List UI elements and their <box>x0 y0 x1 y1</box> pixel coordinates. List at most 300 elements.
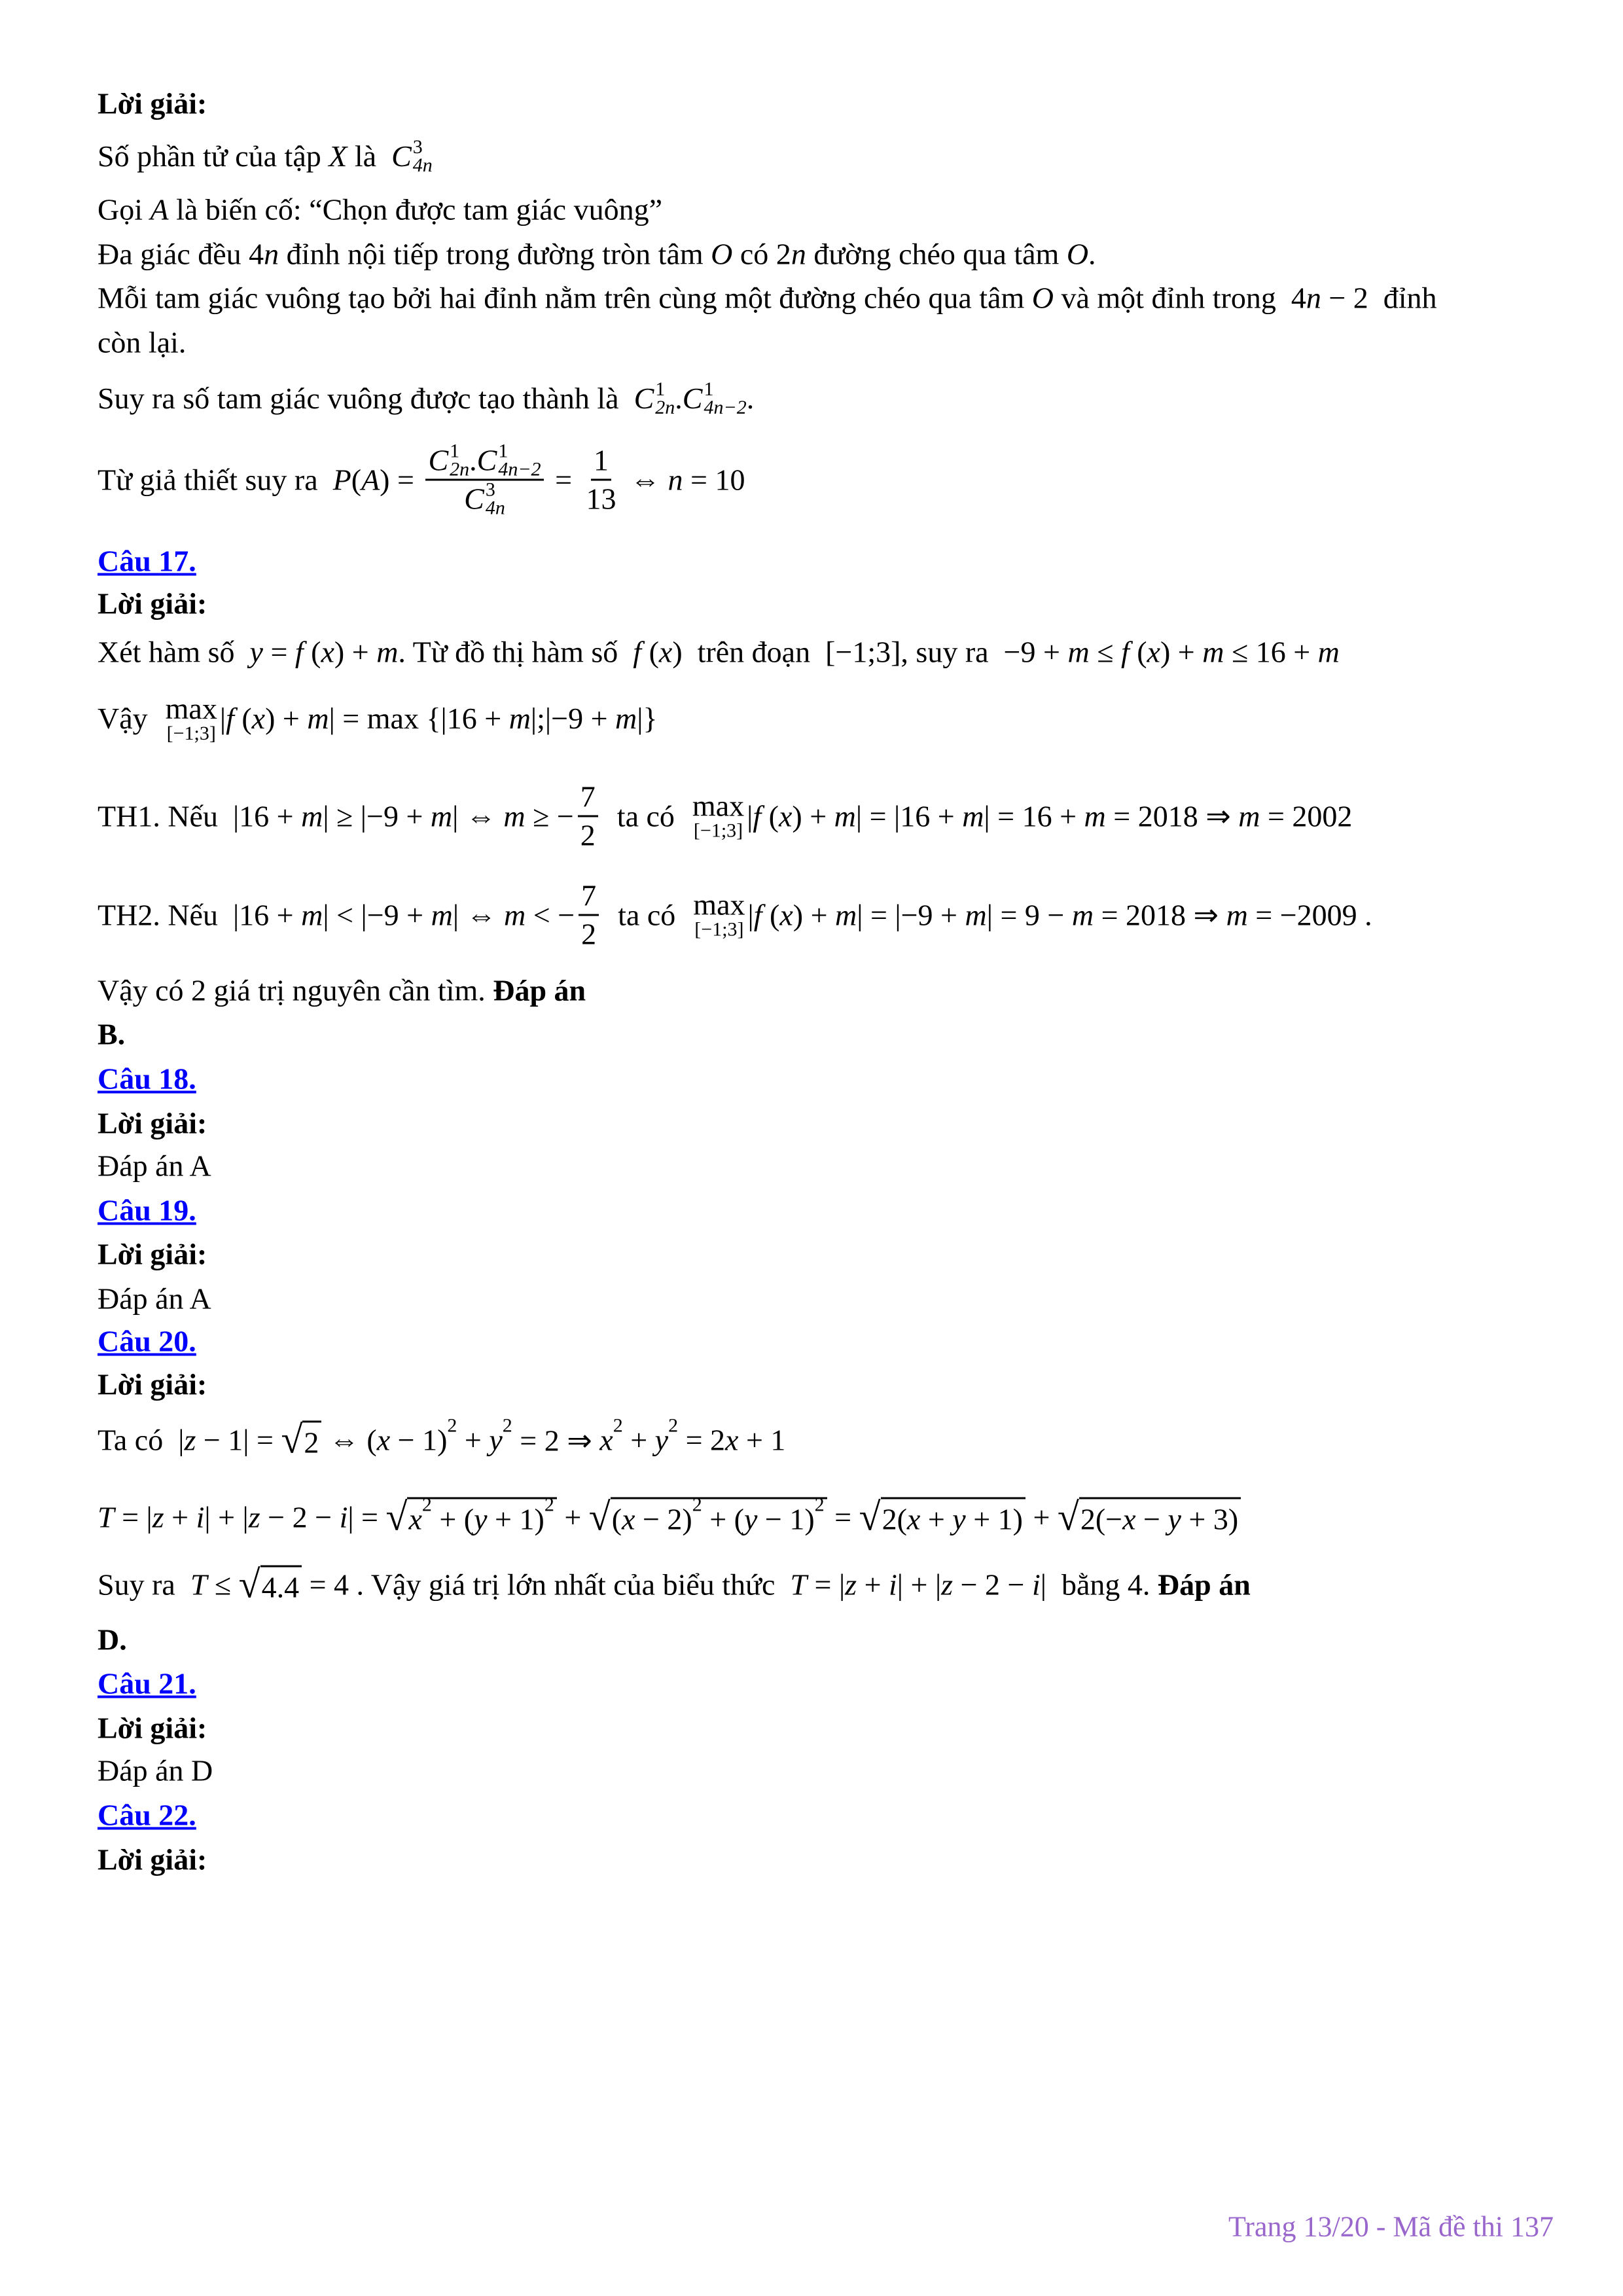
math-variable: x <box>1147 635 1160 669</box>
text-line <box>98 1798 196 1833</box>
text-run: ta có <box>603 898 691 932</box>
combination-sup: 1 <box>704 378 714 400</box>
math-variable: z <box>152 1500 164 1534</box>
text-line <box>98 1562 1251 1607</box>
math-variable: f <box>753 799 762 833</box>
text-run: | <box>747 799 753 833</box>
combination-sup: 1 <box>498 440 508 462</box>
math-variable: n <box>1306 281 1321 315</box>
math-variable: y <box>743 1502 758 1536</box>
text-run: + <box>857 1568 889 1602</box>
fraction-denominator <box>584 480 619 517</box>
question-link[interactable]: Câu 17. <box>98 544 196 578</box>
text-run: ≤ <box>1089 635 1121 669</box>
math-variable: x <box>779 898 793 932</box>
text-run: ) + <box>792 799 834 833</box>
math-variable: i <box>1031 1568 1041 1602</box>
combination-indices <box>704 380 746 417</box>
max-operator <box>165 691 217 744</box>
combination-symbol <box>477 442 541 478</box>
fraction-numerator <box>591 442 611 480</box>
question-link[interactable]: Câu 18. <box>98 1062 196 1096</box>
text-run: 2 <box>580 818 596 852</box>
text-run: 2(− <box>1080 1502 1123 1536</box>
text-run: ) = <box>380 463 422 497</box>
math-variable: y <box>1168 1502 1181 1536</box>
text-line <box>98 236 1096 271</box>
text-run: = <box>262 635 295 669</box>
superscript: 2 <box>502 1414 512 1437</box>
math-variable: m <box>1238 799 1260 833</box>
text-run: + <box>1025 1500 1058 1534</box>
text-line <box>98 973 586 1007</box>
math-variable: A <box>150 192 169 226</box>
combination-symbol <box>391 135 433 176</box>
combination-sup: 1 <box>655 378 666 400</box>
text-run: là biến cố: “Chọn được tam giác vuông” <box>168 192 662 226</box>
math-variable: i <box>196 1500 205 1534</box>
text-line <box>98 1105 207 1140</box>
math-variable: z <box>248 1500 260 1534</box>
math-variable: z <box>845 1568 857 1602</box>
text-run: . Từ đồ thị hàm số <box>398 635 633 669</box>
combination-symbol <box>428 442 469 478</box>
question-link[interactable]: Câu 20. <box>98 1324 196 1358</box>
math-variable: i <box>889 1568 897 1602</box>
text-line <box>98 1149 211 1183</box>
text-line <box>98 325 186 360</box>
text-line <box>98 442 745 517</box>
text-run: Đáp án A <box>98 1282 211 1316</box>
text-run: = 2 ⇒ <box>512 1424 600 1458</box>
math-variable: y <box>952 1502 966 1536</box>
bold-text: Lời giải: <box>98 1367 207 1401</box>
square-root <box>859 1494 1026 1539</box>
math-variable: m <box>965 898 987 932</box>
math-variable: m <box>376 635 399 669</box>
superscript: 2 <box>814 1494 825 1516</box>
text-run: | ⇔ <box>452 799 504 833</box>
max-label: max <box>165 691 217 725</box>
text-run: + 1) <box>965 1502 1023 1536</box>
text-run: ≥ − <box>525 799 574 833</box>
text-run: |} <box>637 702 658 736</box>
text-run: + <box>920 1502 953 1536</box>
math-variable: m <box>504 898 526 932</box>
max-operator <box>693 890 745 940</box>
text-run: . <box>746 382 755 416</box>
fraction <box>584 442 619 517</box>
math-variable: y <box>654 1423 669 1457</box>
radical-sign-icon: √ <box>1057 1495 1079 1539</box>
text-line <box>98 1842 207 1876</box>
text-run: ) + <box>1160 635 1203 669</box>
combination-symbol <box>464 480 505 517</box>
bold-text: B. <box>98 1017 126 1051</box>
combination-base: C <box>464 482 484 516</box>
fraction-numerator <box>578 778 598 817</box>
text-run: ) + <box>265 702 308 736</box>
square-root <box>589 1494 827 1539</box>
max-interval: [−1;3] <box>693 819 743 842</box>
combination-base: C <box>391 139 412 173</box>
math-variable: z <box>941 1568 954 1602</box>
combination-sub: 4n <box>485 497 505 519</box>
text-run: = 2018 ⇒ <box>1105 799 1239 833</box>
bold-text: Lời giải: <box>98 86 207 120</box>
math-variable: m <box>503 799 526 833</box>
text-line <box>98 1193 196 1227</box>
text-run: | < |−9 + <box>323 898 431 932</box>
math-variable: x <box>622 1502 635 1536</box>
text-run: 13 <box>586 482 616 516</box>
text-run: TH1. Nếu |16 + <box>98 799 302 833</box>
question-link[interactable]: Câu 21. <box>98 1666 196 1700</box>
text-run: ( <box>611 1502 622 1536</box>
text-run: có 2 <box>732 237 791 271</box>
text-run: Suy ra <box>98 1568 190 1602</box>
text-run: ( <box>761 799 779 833</box>
text-run: TH2. Nếu |16 + <box>98 898 302 932</box>
text-run: 2( <box>882 1502 907 1536</box>
text-line <box>98 1622 127 1657</box>
math-variable: x <box>599 1423 613 1457</box>
text-line <box>98 135 433 176</box>
text-run: Ta có | <box>98 1423 185 1457</box>
text-run: − 2 − <box>260 1500 340 1534</box>
text-run: . <box>469 443 477 477</box>
text-line <box>98 1062 196 1096</box>
math-variable: m <box>430 799 453 833</box>
text-run: ≤ <box>207 1568 239 1602</box>
superscript: 2 <box>544 1494 554 1516</box>
math-variable: A <box>361 463 380 497</box>
math-variable: n <box>264 237 279 271</box>
bold-text: Đáp án <box>493 973 586 1007</box>
math-variable: m <box>1084 799 1106 833</box>
text-run: + <box>622 1423 655 1457</box>
square-root <box>281 1418 321 1463</box>
max-operator <box>692 791 744 841</box>
text-run: | = 16 + <box>984 799 1084 833</box>
text-line <box>98 586 207 621</box>
math-variable: m <box>301 799 323 833</box>
math-variable: m <box>962 799 984 833</box>
text-run: 2 <box>581 917 597 951</box>
text-line <box>98 1494 1241 1539</box>
text-run: . <box>675 382 683 416</box>
fraction <box>578 778 598 853</box>
text-line <box>98 691 658 744</box>
text-run: − 2 − <box>953 1568 1032 1602</box>
math-variable: m <box>1071 898 1094 932</box>
math-variable: m <box>1067 635 1090 669</box>
text-run: | + | <box>204 1500 249 1534</box>
superscript: 2 <box>692 1494 702 1516</box>
math-variable: m <box>1317 635 1340 669</box>
math-variable: X <box>329 139 348 173</box>
text-line <box>98 778 1352 853</box>
max-interval: [−1;3] <box>694 918 744 941</box>
text-run: | <box>747 898 754 932</box>
text-run: + 1 <box>738 1423 786 1457</box>
superscript: 2 <box>421 1494 432 1516</box>
text-run: và một đỉnh trong 4 <box>1053 281 1306 315</box>
text-run: | <box>219 702 226 736</box>
text-run: + ( <box>431 1502 474 1536</box>
math-variable: x <box>251 702 266 736</box>
text-run: − 1) <box>757 1502 815 1536</box>
math-variable: m <box>1226 898 1248 932</box>
superscript: 2 <box>447 1414 457 1437</box>
text-run: ⇔ <box>622 463 668 497</box>
math-variable: O <box>711 237 733 271</box>
text-run: 1 <box>594 443 609 477</box>
math-variable: i <box>339 1500 348 1534</box>
text-line <box>98 192 662 227</box>
math-variable: m <box>835 898 857 932</box>
text-run: − 1) <box>390 1423 448 1457</box>
text-run: Gọi <box>98 192 151 226</box>
math-variable: P <box>332 463 351 497</box>
radical-sign-icon: √ <box>859 1495 881 1539</box>
text-run: đường chéo qua tâm <box>806 237 1067 271</box>
text-run: Vậy <box>98 702 163 736</box>
text-line <box>98 1324 196 1359</box>
combination-base: C <box>633 382 654 416</box>
combination-sup: 3 <box>485 478 495 501</box>
math-variable: T <box>98 1500 115 1534</box>
text-run: = 2002 <box>1260 799 1353 833</box>
combination-sup: 3 <box>412 135 423 158</box>
text-run: = 2 <box>678 1423 726 1457</box>
square-root <box>239 1562 302 1607</box>
text-run: − 1| = <box>196 1423 281 1457</box>
math-variable: x <box>725 1423 739 1457</box>
text-run: | bằng 4. <box>1040 1568 1158 1602</box>
text-line <box>98 1017 125 1052</box>
text-run: ) + <box>334 635 377 669</box>
text-run: 2 <box>304 1426 319 1460</box>
text-run: | ≥ |−9 + <box>323 799 431 833</box>
combination-base: C <box>682 382 703 416</box>
text-run: ta có <box>601 799 690 833</box>
text-line <box>98 1711 207 1746</box>
radical-sign-icon: √ <box>385 1495 408 1539</box>
text-line <box>98 543 196 578</box>
bold-text: Đáp án <box>1157 1568 1251 1602</box>
combination-sub: 4n−2 <box>704 396 747 418</box>
math-variable: x <box>906 1502 921 1536</box>
math-variable: f <box>294 635 304 669</box>
text-run: Xét hàm số <box>98 635 250 669</box>
text-run: 7 <box>581 878 597 912</box>
text-run: Vậy có 2 giá trị nguyên cần tìm. <box>98 973 493 1007</box>
radicand <box>881 1498 1026 1537</box>
combination-indices <box>498 442 541 478</box>
combination-indices <box>486 480 505 517</box>
bold-text: Lời giải: <box>98 1237 207 1271</box>
square-root <box>386 1494 557 1539</box>
text-run: | = |−9 + <box>857 898 965 932</box>
text-run: ≤ 16 + <box>1224 635 1318 669</box>
text-line <box>98 86 207 120</box>
text-run: − 2 đỉnh <box>1321 281 1437 315</box>
combination-indices <box>450 442 469 478</box>
radicand <box>407 1494 556 1537</box>
text-run: = <box>547 463 580 497</box>
fraction-numerator <box>579 877 599 916</box>
text-run: = −2009 . <box>1247 898 1372 932</box>
text-line <box>98 1281 211 1316</box>
text-run: ) trên đoạn [−1;3], suy ra −9 + <box>672 635 1068 669</box>
math-variable: m <box>508 702 531 736</box>
math-variable: n <box>791 237 806 271</box>
text-line <box>98 1367 207 1401</box>
math-variable: m <box>301 898 323 932</box>
text-line <box>98 1753 213 1788</box>
text-run: | = 9 − <box>986 898 1072 932</box>
bold-text: Lời giải: <box>98 1711 207 1745</box>
square-root <box>1058 1494 1241 1539</box>
math-variable: m <box>431 898 453 932</box>
math-variable: m <box>307 702 329 736</box>
combination-sub: 4n−2 <box>498 458 541 480</box>
text-run: Số phần tử của tập <box>98 139 329 173</box>
superscript: 2 <box>668 1414 679 1437</box>
math-variable: f <box>1120 635 1130 669</box>
text-run: Từ giả thiết suy ra <box>98 463 333 497</box>
fraction-denominator <box>461 480 508 517</box>
text-run: + <box>164 1500 196 1534</box>
fraction-denominator <box>578 817 598 853</box>
text-run: Đáp án A <box>98 1149 211 1183</box>
text-run: 7 <box>580 780 596 814</box>
text-run: = <box>827 1500 859 1534</box>
text-run: | + | <box>897 1568 942 1602</box>
text-run: còn lại. <box>98 325 187 359</box>
radicand <box>1079 1498 1241 1537</box>
text-line <box>98 635 1340 670</box>
text-run: | = max {|16 + <box>329 702 509 736</box>
text-run: 4.4 <box>261 1570 300 1604</box>
fraction-numerator <box>425 442 543 480</box>
fraction <box>425 442 543 517</box>
text-run: + ( <box>702 1502 744 1536</box>
text-run: < − <box>526 898 575 932</box>
text-run: ( <box>234 702 252 736</box>
math-variable: y <box>489 1423 503 1457</box>
text-line <box>98 1237 207 1272</box>
math-variable: y <box>474 1502 488 1536</box>
math-variable: x <box>778 799 793 833</box>
text-run: ) + <box>793 898 836 932</box>
text-run: + 3) <box>1181 1502 1239 1536</box>
radicand <box>302 1420 321 1460</box>
fraction-denominator <box>579 916 599 952</box>
page-footer: Trang 13/20 - Mã đề thi 137 <box>1228 2210 1554 2243</box>
text-run: | ⇔ <box>452 898 505 932</box>
math-variable: m <box>1202 635 1224 669</box>
combination-sub: 2n <box>450 458 470 480</box>
max-label: max <box>693 888 745 922</box>
combination-symbol <box>634 380 675 417</box>
text-line <box>98 380 754 417</box>
max-interval: [−1;3] <box>166 722 216 744</box>
text-run: | = <box>348 1500 386 1534</box>
radicand <box>611 1494 827 1537</box>
radicand <box>260 1565 302 1604</box>
superscript: 2 <box>613 1414 623 1437</box>
combination-base: C <box>476 443 497 477</box>
combination-symbol <box>683 380 747 417</box>
math-variable: x <box>1122 1502 1136 1536</box>
text-run: + <box>457 1423 490 1457</box>
text-line <box>98 1414 786 1463</box>
text-line <box>98 1666 196 1701</box>
question-link[interactable]: Câu 22. <box>98 1798 196 1832</box>
math-variable: x <box>408 1502 422 1536</box>
text-run: + 1) <box>487 1502 544 1536</box>
text-run: Mỗi tam giác vuông tạo bởi hai đỉnh nằm trên cùng một đường chéo qua tâm <box>98 281 1032 315</box>
math-variable: x <box>658 635 673 669</box>
combination-indices <box>655 380 675 417</box>
math-variable: y <box>249 635 263 669</box>
math-variable: x <box>376 1423 391 1457</box>
text-run: |;|−9 + <box>530 702 616 736</box>
text-run: = | <box>114 1500 152 1534</box>
math-variable: m <box>615 702 637 736</box>
combination-sub: 4n <box>412 154 433 176</box>
max-label: max <box>692 789 745 823</box>
text-run: − <box>1135 1502 1168 1536</box>
combination-indices <box>412 135 433 176</box>
radical-sign-icon: √ <box>238 1562 260 1606</box>
question-link[interactable]: Câu 19. <box>98 1193 196 1227</box>
math-variable: m <box>834 799 856 833</box>
text-run: Suy ra số tam giác vuông được tạo thành là <box>98 382 634 416</box>
radical-sign-icon: √ <box>588 1495 611 1539</box>
text-run: ( <box>303 635 321 669</box>
bold-text: D. <box>98 1623 127 1657</box>
radical-sign-icon: √ <box>281 1418 303 1462</box>
math-variable: T <box>790 1568 807 1602</box>
math-variable: f <box>226 702 234 736</box>
text-run: là <box>347 139 392 173</box>
text-run: đỉnh nội tiếp trong đường tròn tâm <box>279 237 711 271</box>
math-variable: z <box>184 1423 196 1457</box>
text-run: − 2) <box>635 1502 692 1536</box>
math-variable: x <box>321 635 334 669</box>
math-variable: f <box>633 635 642 669</box>
combination-sub: 2n <box>655 396 675 418</box>
text-run: Đáp án D <box>98 1753 213 1787</box>
text-run: ( <box>1129 635 1147 669</box>
combination-sup: 1 <box>450 440 460 462</box>
text-run: ⇔ ( <box>321 1423 377 1457</box>
math-variable: O <box>1031 281 1054 315</box>
text-run: Đa giác đều 4 <box>98 237 264 271</box>
text-run: . <box>1088 237 1096 271</box>
text-run: = 2018 ⇒ <box>1094 898 1226 932</box>
combination-base: C <box>428 443 449 477</box>
text-run: = 10 <box>683 463 745 497</box>
math-variable: n <box>668 463 683 497</box>
text-run: + <box>556 1500 589 1534</box>
math-variable: T <box>190 1568 207 1602</box>
text-run: = 4 . Vậy giá trị lớn nhất của biểu thức <box>302 1568 791 1602</box>
fraction <box>579 877 599 952</box>
